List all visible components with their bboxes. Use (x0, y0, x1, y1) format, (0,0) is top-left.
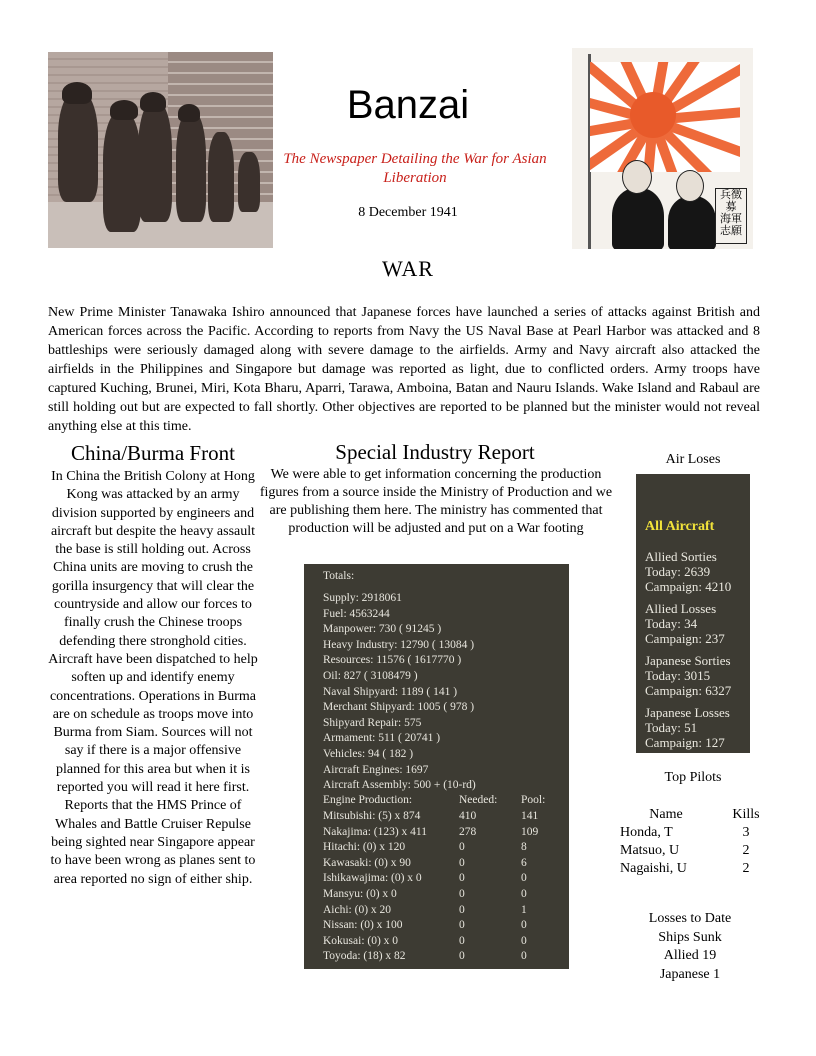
engine-name: Mitsubishi: (5) x 874 (323, 810, 421, 822)
engine-name: Toyoda: (18) x 82 (323, 950, 406, 963)
total-line: Merchant Shipyard: 1005 ( 978 ) (323, 701, 475, 714)
air-block-campaign: Campaign: 4210 (645, 579, 732, 594)
total-line: Aircraft Engines: 1697 (323, 763, 429, 776)
engine-needed: 410 (459, 810, 477, 822)
all-aircraft-header: All Aircraft (645, 519, 715, 534)
total-line: Naval Shipyard: 1189 ( 141 ) (323, 685, 458, 698)
pilot-row (612, 824, 772, 842)
air-block-campaign: Campaign: 6327 (645, 683, 732, 698)
pilot-row (612, 842, 772, 860)
total-line: Armament: 511 ( 20741 ) (323, 732, 441, 745)
pilot-name: Nagaishi, U (620, 861, 687, 876)
engine-needed: 0 (459, 934, 465, 947)
needed-col-header: Needed: (459, 794, 498, 806)
sailor-face (676, 170, 704, 202)
newspaper-title: Banzai (346, 83, 470, 127)
pilot-kills: 2 (742, 861, 750, 876)
total-line: Resources: 11576 ( 1617770 ) (323, 654, 462, 667)
engine-needed: 0 (459, 950, 465, 963)
air-block-label: Japanese Sorties (645, 653, 731, 668)
pool-col-header: Pool: (521, 794, 546, 806)
air-block-campaign: Campaign: 237 (645, 631, 725, 646)
engine-needed: 0 (459, 888, 465, 900)
total-line: Shipyard Repair: 575 (323, 716, 422, 729)
sailor-figure (668, 196, 716, 249)
engine-name: Aichi: (0) x 20 (323, 903, 392, 916)
total-line: Heavy Industry: 12790 ( 13084 ) (323, 638, 475, 651)
pilot-kills-header: Kills (732, 807, 760, 822)
engine-needed: 0 (459, 919, 465, 932)
engine-name: Hitachi: (0) x 120 (323, 841, 406, 854)
top-pilots-table (612, 806, 772, 878)
engine-pool: 0 (521, 934, 527, 947)
soldier-figure (238, 152, 260, 212)
newspaper-subtitle: The Newspaper Detailing the War for Asian Liberation (283, 151, 547, 186)
engine-pool: 0 (521, 888, 527, 900)
engine-pool: 0 (521, 950, 527, 963)
china-burma-paragraph: In China the British Colony at Hong Kong was attacked by an army division supported by engineers and aircraft but despite the heavy assault the base is still holding out. Across China units are moving to crush the gorilla insurgency that will clear the countryside and allow our forces to finally crush the Chinese troops defending there stronghold cities. Aircraft have been dispatched to help soften up and identify enemy concentrations. Operations in Burma are on schedule as troops move into Burma from Siam. Sources will not say if there is a major offensive planned for this area but when it is reported you will read it here first. (48, 469, 258, 796)
engine-needed: 0 (459, 903, 465, 916)
pilot-name: Honda, T (620, 825, 673, 840)
air-losses-panel (636, 474, 750, 753)
engine-pool: 141 (521, 810, 539, 822)
total-line: Aircraft Assembly: 500 + (10-rd) (323, 779, 476, 792)
pilot-name: Matsuo, U (620, 843, 680, 858)
engine-needed: 278 (459, 825, 477, 838)
air-block-label: Allied Losses (645, 601, 717, 616)
pilot-kills: 2 (742, 843, 750, 858)
engine-needed: 0 (459, 856, 465, 869)
pilot-kills: 3 (742, 825, 750, 840)
sailor-face (622, 160, 652, 194)
air-block-label: Japanese Losses (645, 705, 730, 720)
total-line: Vehicles: 94 ( 182 ) (323, 748, 414, 760)
engine-col-header: Engine Production: (323, 794, 413, 806)
engine-pool: 109 (521, 825, 539, 838)
pilot-name-header: Name (649, 807, 683, 822)
engine-name: Ishikawajima: (0) x 0 (323, 872, 422, 885)
air-losses-caption: Air Loses (665, 452, 721, 467)
china-burma-paragraph: Reports that the HMS Prince of Whales and Battle Cruiser Repulse being sighted near Singapore appear to have been wrong as planes sent to area reported no sign of either ship. (50, 798, 256, 887)
air-block-label: Allied Sorties (645, 549, 717, 564)
china-burma-article (48, 468, 258, 889)
issue-date: 8 December 1941 (358, 205, 458, 220)
engine-name: Kawasaki: (0) x 90 (323, 856, 411, 869)
engine-name: Mansyu: (0) x 0 (323, 888, 397, 900)
engine-name: Kokusai: (0) x 0 (323, 934, 399, 947)
industry-headline: Special Industry Report (335, 440, 535, 464)
china-burma-headline: China/Burma Front (71, 441, 235, 465)
engine-pool: 0 (521, 872, 527, 885)
japanese-losses: Japanese 1 (659, 966, 721, 982)
production-table (304, 564, 569, 969)
losses-to-date (620, 910, 760, 984)
total-line: Oil: 827 ( 3108479 ) (323, 670, 418, 682)
total-line: Fuel: 4563244 (323, 607, 390, 620)
air-block-today: Today: 2639 (645, 564, 711, 579)
engine-pool: 1 (521, 903, 527, 916)
pilot-row (612, 860, 772, 878)
engine-pool: 0 (521, 919, 527, 932)
engine-name: Nissan: (0) x 100 (323, 919, 403, 932)
totals-label: Totals: (323, 570, 355, 582)
allied-losses: Allied 19 (663, 948, 717, 963)
poster-lettering: 兵徴募 海軍志願 (715, 188, 747, 244)
top-pilots-caption: Top Pilots (664, 770, 722, 785)
total-line: Supply: 2918061 (323, 592, 402, 604)
air-block-today: Today: 3015 (645, 668, 711, 683)
engine-needed: 0 (459, 841, 465, 854)
lead-story-body: New Prime Minister Tanawaka Ishiro announced that Japanese forces have launched a series of attacks against British and American forces across the Pacific. According to reports from Navy the US Naval Base at Pearl Harbor was attacked and 8 battleships were seriously damaged along with severe damage to the airfields. Army and Navy aircraft also attacked the airfields in the Philippines and Singapore but damage was reported as light, due to conflicted orders. Army troops have captured Kuching, Brunei, Miri, Kota Bharu, Aparri, Tarawa, Amboina, Batan and Nauru Islands. Wake Island and Rabaul are still holding out but are expected to fall shortly. Other objectives are reported to be planned but the minister would not reveal anything else at this time. (48, 305, 760, 434)
engine-needed: 0 (459, 872, 465, 885)
air-block-campaign: Campaign: 127 (645, 735, 725, 750)
air-block-today: Today: 34 (645, 616, 698, 631)
engine-name: Nakajima: (123) x 411 (323, 825, 428, 838)
engine-pool: 8 (521, 841, 527, 854)
total-line: Manpower: 730 ( 91245 ) (323, 623, 442, 636)
industry-intro: We were able to get information concerning the production figures from a source inside the Ministry of Production and we are publishing them here. The ministry has commented that production will be adjusted and put on a War footing (259, 467, 613, 536)
losses-title: Losses to Date (648, 911, 732, 926)
lead-headline: WAR (382, 256, 434, 281)
air-block-today: Today: 51 (645, 720, 698, 735)
engine-pool: 6 (521, 856, 527, 869)
ships-sunk-label: Ships Sunk (658, 929, 722, 945)
